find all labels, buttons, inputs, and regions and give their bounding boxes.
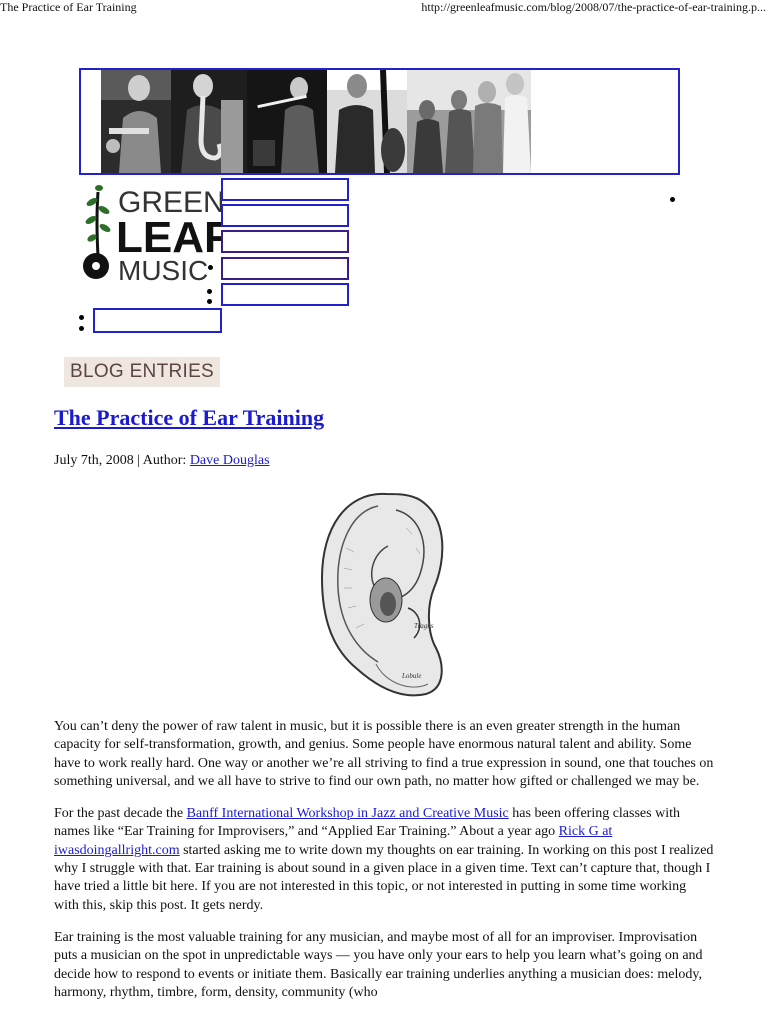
nav-bullet [670,197,675,202]
ear-illustration [316,488,456,703]
banff-workshop-link[interactable]: Banff International Workshop in Jazz and Creative Music [186,806,509,822]
greenleaf-logo[interactable] [82,180,222,285]
nav-item-3[interactable] [221,230,349,253]
ear-label-tragus: Tragus [414,622,434,630]
band-photo-trumpet [101,70,171,173]
nav-item-6[interactable] [93,308,222,333]
post-meta [54,453,270,469]
paragraph-3: Ear training is the most valuable training for any musician, and maybe most of all for an improviser. Improvisation puts a musician on the spot in unpredictable ways — you have only your ears to help you learn what’s going on and decide how to respond to events or initiate them. Basically ear training underlies anything a musician does: melody, harmony, rhythm, timbre, form, density, community (who [54,929,703,1000]
post-body [54,718,714,1016]
band-photo-flute [247,70,327,173]
nav-bullet [207,289,212,294]
logo-line-leaf: LEAF [116,213,222,262]
blog-entries-label: BLOG ENTRIES [64,357,220,387]
nav-item-2[interactable] [221,204,349,227]
band-photo-bass [327,70,407,173]
post-date: July 7th, 2008 | Author: [54,453,190,468]
band-photo-group [407,70,531,173]
nav-bullet [79,326,84,331]
paragraph-1: You can’t deny the power of raw talent in music, but it is possible there is an even greater strength in the human capacity for self-transformation, growth, and genius. Some people have enormous natural talent and ability. Some have to work really hard. One way or another we’re all striving to find a true expression in sound, one that touches on something universal, and we all have to strive to find our own path, no matter how gifted or challenged we may be. [54,719,714,789]
rick-g-link[interactable]: Rick G at iwasdoingallright.com [54,824,613,858]
post-title-link[interactable]: The Practice of Ear Training [54,405,325,430]
nav-bullet [208,265,213,270]
paragraph-2: For the past decade the Banff International Workshop in Jazz and Creative Music has been offering classes with names like “Ear Training for Improvisers,” and “Applied Ear Training.” About a year ago Rick G at iwasdoingallright.com started asking me to write down my thoughts on ear training. In working on this post I realized why I struggle with that. Ear training is about sound in a given place in a given time. Text can’t capture that, though I have tried a little bit here. If you are not interested in this topic, or not interested in putting in some time working with this, skip this post. It gets nerdy. [54,806,714,913]
page-title-header: The Practice of Ear Training [0,0,137,14]
band-photo-sax [171,70,247,173]
ear-label-lobule: Lobule [402,672,422,680]
nav-item-1[interactable] [221,178,349,201]
author-link[interactable]: Dave Douglas [189,453,270,468]
header-banner [79,68,680,175]
logo-line-green: GREEN [118,186,222,219]
nav-bullet [207,299,212,304]
logo-line-music: MUSIC [118,255,209,285]
nav-item-5[interactable] [221,283,349,306]
page-url-header: http://greenleafmusic.com/blog/2008/07/the-practice-of-ear-training.p... [421,0,766,14]
nav-bullet [79,315,84,320]
nav-item-4[interactable] [221,257,349,280]
